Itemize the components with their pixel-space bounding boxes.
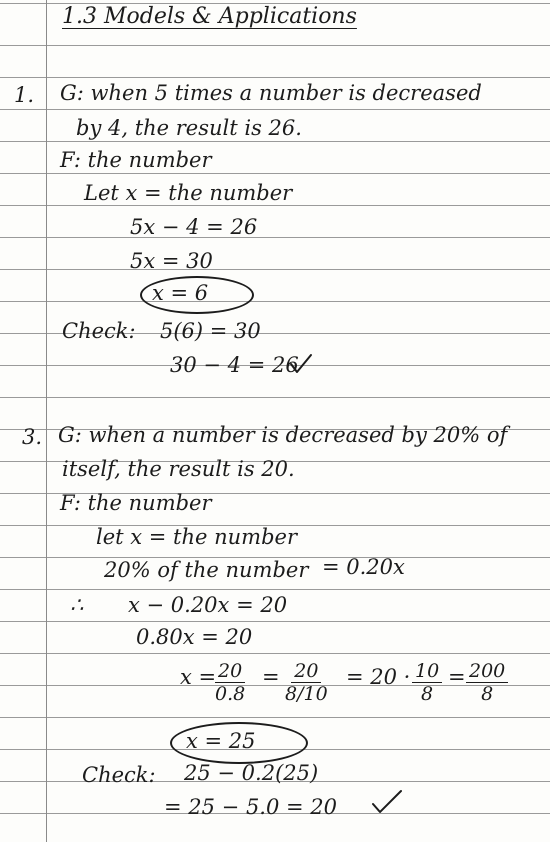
problem-1-given-line-1: G: when 5 times a number is decreased — [60, 81, 482, 105]
equals-twenty-times: = 20 · — [346, 665, 411, 689]
problem-1-number: 1. — [14, 83, 35, 107]
problem-1-given-line-2: by 4, the result is 26. — [76, 116, 302, 140]
problem-3-percent-expression: 20% of the number — [104, 558, 309, 582]
equals-sign: = — [262, 665, 280, 689]
margin-line — [46, 0, 47, 842]
problem-3-percent-value: = 0.20x — [322, 555, 405, 579]
fraction-numerator: 20 — [215, 660, 245, 683]
problem-1-let: Let x = the number — [84, 181, 293, 205]
fraction-numerator: 200 — [466, 660, 508, 683]
problem-1-equation-2: 5x = 30 — [130, 249, 213, 273]
therefore-symbol: ∴ — [70, 593, 84, 617]
fraction-denominator: 8 — [481, 683, 494, 705]
problem-3-answer: x = 25 — [186, 729, 256, 753]
fraction-200-over-8 — [466, 660, 508, 705]
fraction-20-over-0-8 — [212, 660, 248, 705]
problem-1-check-label: Check: — [62, 319, 136, 343]
problem-3-find: F: the number — [60, 491, 212, 515]
problem-1-check-1: 5(6) = 30 — [160, 319, 261, 343]
page-title: 1.3 Models & Applications — [62, 4, 357, 29]
fraction-denominator: 8/10 — [285, 683, 328, 705]
equals-sign: = — [448, 665, 466, 689]
problem-3-check-1: 25 − 0.2(25) — [184, 761, 319, 785]
fraction-denominator: 8 — [421, 683, 434, 705]
check-mark-icon — [288, 352, 314, 376]
problem-3-let: let x = the number — [96, 525, 297, 549]
problem-3-x-equals: x = — [180, 665, 217, 689]
problem-3-equation-2: 0.80x = 20 — [136, 625, 253, 649]
fraction-numerator: 20 — [291, 660, 321, 683]
fraction-denominator: 0.8 — [215, 683, 246, 705]
fraction-20-over-8-10 — [282, 660, 331, 705]
problem-1-check-2: 30 − 4 = 26 — [170, 353, 299, 377]
problem-1-answer: x = 6 — [152, 281, 209, 305]
fraction-10-over-8 — [412, 660, 442, 705]
problem-3-check-2: = 25 − 5.0 = 20 — [164, 795, 338, 819]
problem-3-number: 3. — [22, 425, 43, 449]
problem-3-given-line-2: itself, the result is 20. — [62, 457, 295, 481]
problem-3-equation-1: x − 0.20x = 20 — [128, 593, 288, 617]
problem-3-given-line-1: G: when a number is decreased by 20% of — [58, 423, 508, 447]
problem-1-equation-1: 5x − 4 = 26 — [130, 215, 258, 239]
check-mark-icon — [370, 788, 404, 816]
problem-3-check-label: Check: — [82, 763, 156, 787]
problem-1-find: F: the number — [60, 148, 212, 172]
fraction-numerator: 10 — [412, 660, 442, 683]
